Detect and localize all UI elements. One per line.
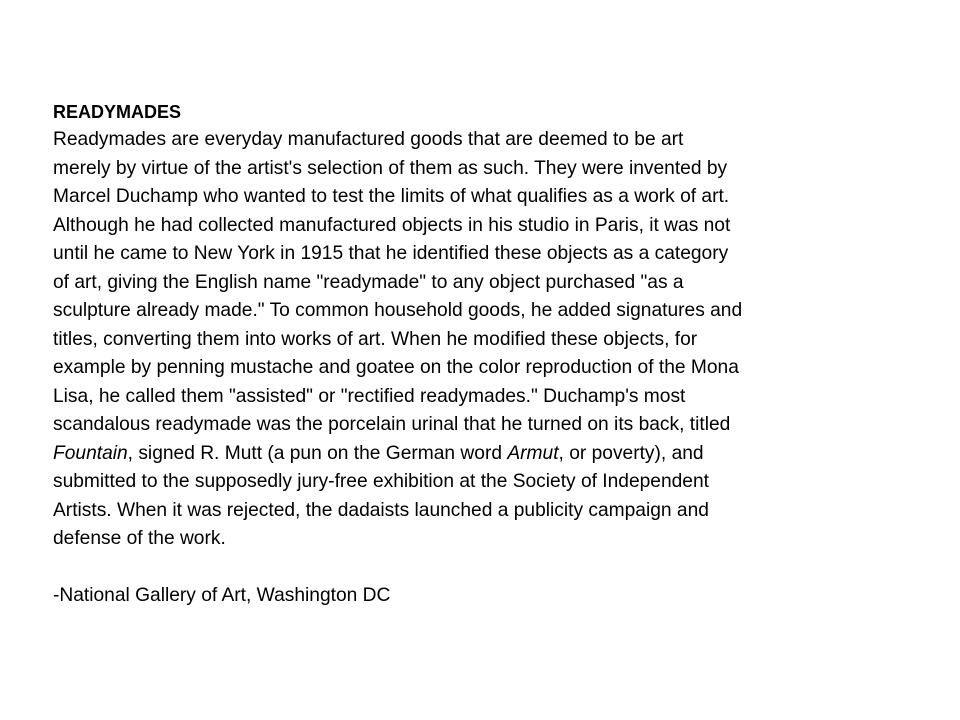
body-line <box>53 126 923 155</box>
text-run: Lisa, he called them "assisted" or "rectified readymades." Duchamp's most <box>53 385 686 407</box>
text-run: submitted to the supposedly jury-free exhibition at the Society of Independent <box>53 471 709 492</box>
body-line <box>53 411 923 440</box>
body-line <box>53 297 923 326</box>
text-block <box>53 98 923 610</box>
body-line <box>53 497 923 526</box>
body-paragraph <box>53 126 923 554</box>
text-run: Although he had collected manufactured objects in his studio in Paris, it was not <box>53 214 731 236</box>
text-run: titles, converting them into works of art. When he modified these objects, for <box>53 328 698 350</box>
body-line <box>53 155 923 184</box>
italic-title: Fountain <box>53 442 128 464</box>
text-run: Marcel Duchamp who wanted to test the limits of what qualifies as a work of art. <box>53 186 730 207</box>
italic-title: Armut <box>507 442 559 464</box>
body-line <box>53 383 923 412</box>
text-run: example by penning mustache and goatee on the color reproduction of the Mona <box>53 357 739 378</box>
text-run: Readymades are everyday manufactured goods that are deemed to be art <box>53 129 684 150</box>
body-line <box>53 354 923 383</box>
body-line <box>53 326 923 355</box>
text-run: , signed R. Mutt (a pun on the German word <box>127 442 508 464</box>
text-run: , or poverty), and <box>558 442 704 464</box>
text-run: until he came to New York in 1915 that he identified these objects as a category <box>53 243 729 264</box>
body-line <box>53 183 923 212</box>
body-line <box>53 440 923 469</box>
body-line <box>53 468 923 497</box>
body-line <box>53 212 923 241</box>
text-run: sculpture already made." To common household goods, he added signatures and <box>53 300 743 321</box>
text-run: merely by virtue of the artist's selection of them as such. They were invented by <box>53 157 728 179</box>
body-line <box>53 525 923 554</box>
body-line <box>53 269 923 298</box>
text-run: of art, giving the English name "readymade" to any object purchased "as a <box>53 271 684 293</box>
body-line <box>53 240 923 269</box>
source-attribution: -National Gallery of Art, Washington DC <box>53 584 391 606</box>
text-run: scandalous readymade was the porcelain urinal that he turned on its back, titled <box>53 414 731 435</box>
text-run: defense of the work. <box>53 528 226 549</box>
heading: READYMADES <box>53 102 182 122</box>
text-run: Artists. When it was rejected, the dadaists launched a publicity campaign and <box>53 499 709 521</box>
